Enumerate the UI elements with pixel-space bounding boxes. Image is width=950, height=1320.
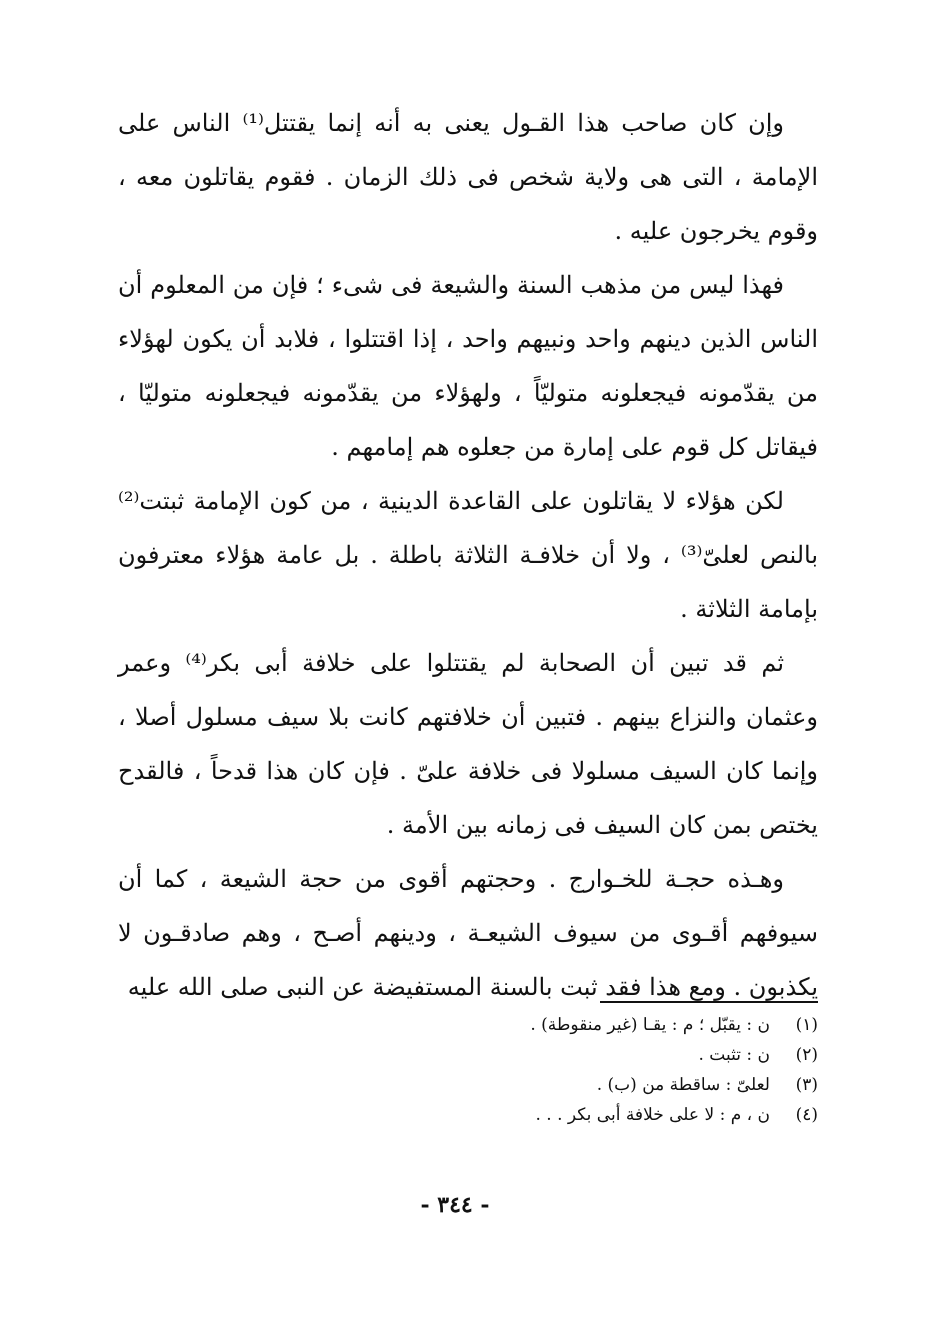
paragraph-3: لكن هؤلاء لا يقاتلون على القاعدة الدينية ، من كون الإمامة ثبتت⁽²⁾ بالنص لعلىّ⁽³⁾ ، ولا أن خلافـة الثلاثة باطلة . بل عامة هؤلاء معترفون بإمامة الثلاثة .	[118, 487, 819, 623]
footnote-text: ن : تثبت .	[698, 1045, 770, 1065]
footnote-number: (٢)	[795, 1045, 818, 1065]
footnote-1	[380, 1010, 818, 1040]
paragraph-2: فهذا ليس من مذهب السنة والشيعة فى شىء ؛ فإن من المعلوم أن الناس الذين دينهم واحد ونبيهم واحد ، إذا اقتتلوا ، فلابد أن يكون لهؤلاء من يقدّمونه فيجعلونه متوليّاً ، ولهؤلاء من يقدّمونه فيجعلونه متوليّا ، فيقاتل كل قوم على إمارة من جعلوه هم إمامهم .	[118, 271, 818, 461]
footnote-number: (١)	[795, 1015, 818, 1035]
footnote-2	[380, 1040, 818, 1070]
footnote-text: ن : يقبّل ؛ م : يقـا (غير منقوطة) .	[530, 1015, 770, 1035]
footnote-3	[380, 1070, 818, 1100]
main-text	[118, 96, 818, 1014]
page-number: - ٣٤٤ -	[420, 1192, 490, 1218]
paragraph-4: ثم قد تبين أن الصحابة لم يقتتلوا على خلافة أبى بكر⁽⁴⁾ وعمر وعثمان والنزاع بينهم . فتبين أن خلافتهم كانت بلا سيف مسلول أصلا ، وإنما كان السيف مسلولا فى خلافة علىّ . فإن كان هذا قدحاً ، فالقدح يختص بمن كان السيف فى زمانه بين الأمة .	[118, 649, 819, 839]
footnote-divider	[600, 1001, 818, 1003]
footnotes	[380, 1010, 818, 1130]
footnote-4	[380, 1100, 818, 1130]
footnote-text: لعلىّ : ساقطة من (ب) .	[596, 1075, 770, 1095]
paragraph-5: وهـذه حجـة للخـوارج . وحجتهم أقوى من حجة الشيعة ، كما أن سيوفهم أقـوى من سيوف الشيعـة ، ودينهم أصـح ، وهم صادقـون لا يكذبون . ومع هذا فقد ثبت بالسنة المستفيضة عن النبى صلى الله عليه	[118, 865, 818, 1001]
footnote-number: (٣)	[795, 1075, 818, 1095]
footnote-text: ن ، م : لا على خلافة أبى بكر . . .	[535, 1105, 770, 1125]
paragraph-1: وإن كان صاحب هذا القـول يعنى به أنه إنما يقتتل⁽¹⁾ الناس على الإمامة ، التى هى ولاية شخص فى ذلك الزمان . فقوم يقاتلون معه ، وقوم يخرجون عليه .	[118, 109, 818, 245]
footnote-number: (٤)	[795, 1105, 818, 1125]
